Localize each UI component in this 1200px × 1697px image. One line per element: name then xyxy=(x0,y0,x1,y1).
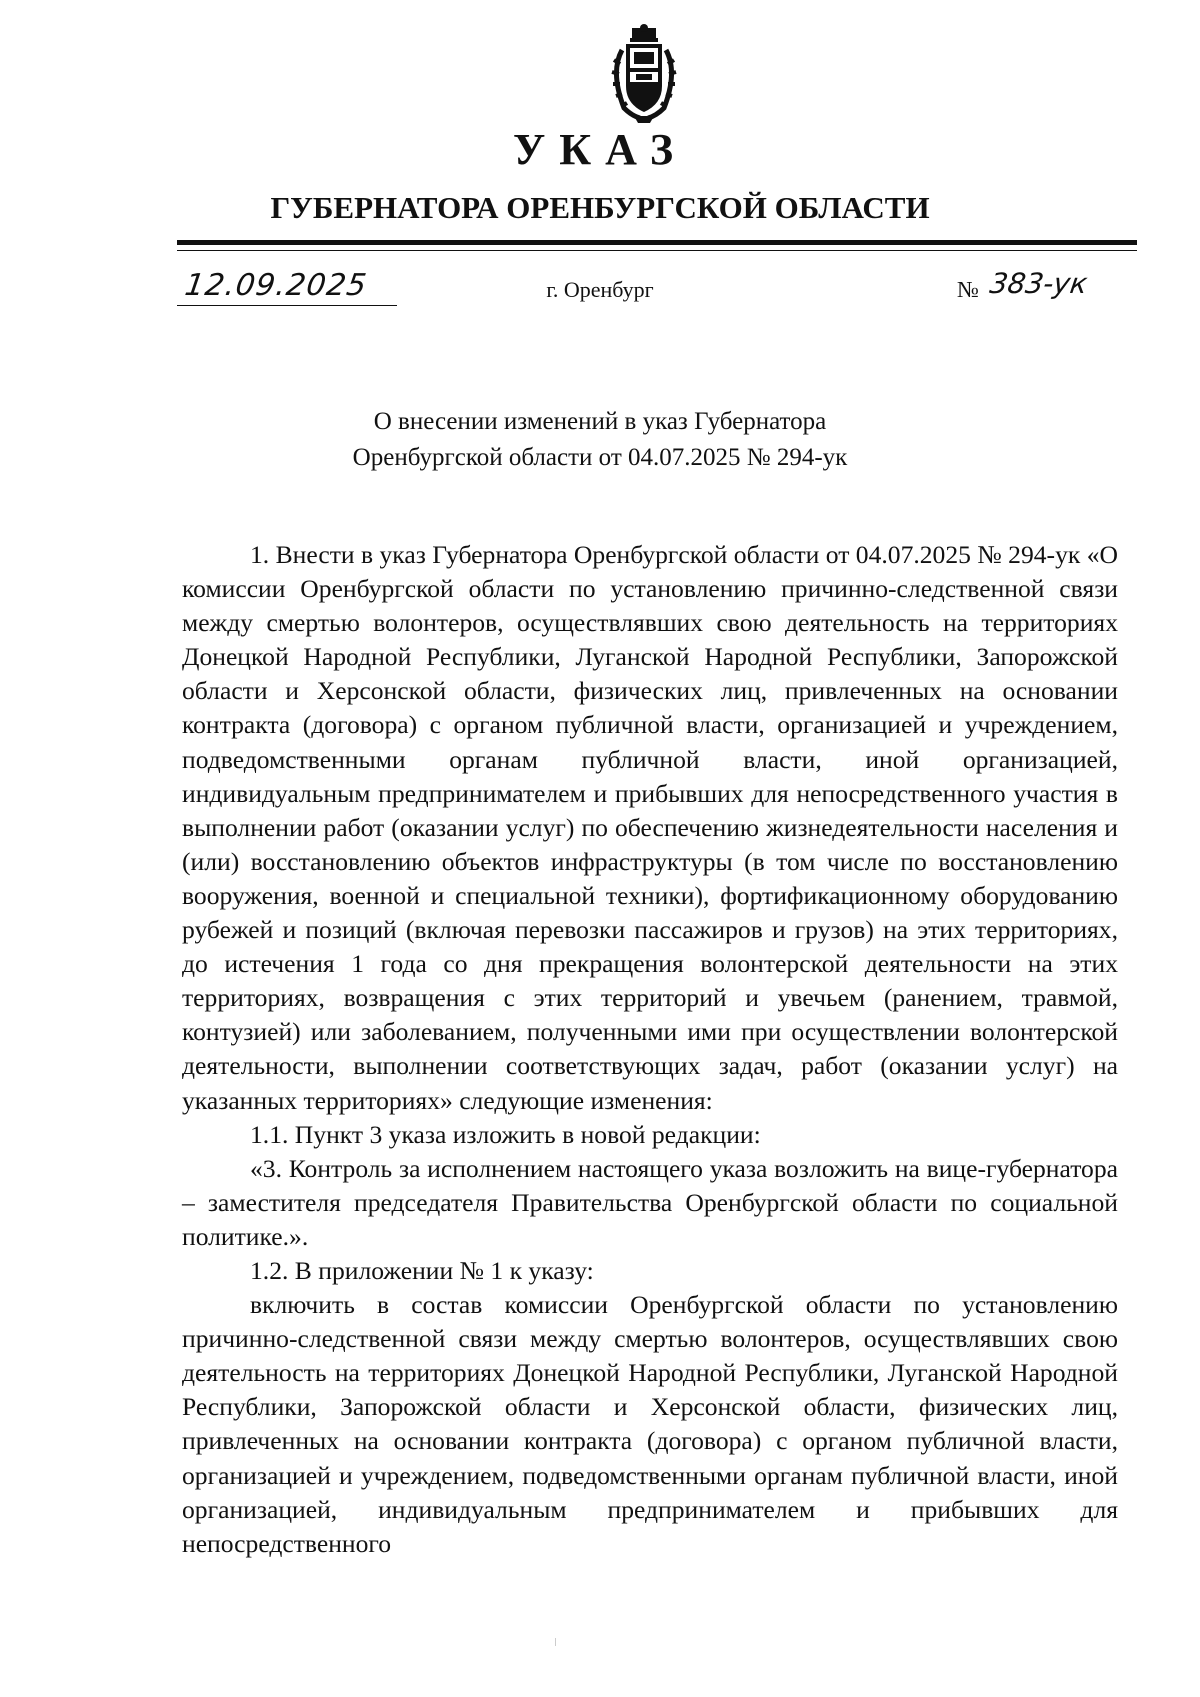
header-rule-thin xyxy=(177,250,1137,251)
number-sign: № xyxy=(957,277,979,302)
header-rule-thick xyxy=(177,240,1137,245)
decree-city: г. Оренбург xyxy=(546,277,654,302)
scan-artifact xyxy=(555,1638,556,1646)
issuing-authority: ГУБЕРНАТОРА ОРЕНБУРГСКОЙ ОБЛАСТИ xyxy=(270,190,930,225)
subject-line-2: Оренбургской области от 04.07.2025 № 294-ук xyxy=(352,444,848,471)
document-type-heading: УКАЗ xyxy=(512,125,688,174)
coat-of-arms-icon xyxy=(596,24,692,124)
paragraph-1: 1. Внести в указ Губернатора Оренбургской области от 04.07.2025 № 294-ук «О комиссии Оренбургской области по установлению причинно-следственной связи между смертью волонтеров, осуществлявших свою деятельность на территориях Донецкой Народной Республики, Луганской Народной Республики, Запорожской области и Херсонской области, физических лиц, привлеченных на основании контракта (договора) с органом публичной власти, организацией и учреждением, подведомственными органам публичной власти, иной организацией, индивидуальным предпринимателем и прибывших для непосредственного участия в выполнении работ (оказании услуг) по обеспечению жизнедеятельности населения и (или) восстановлению объектов инфраструктуры (в том числе по восстановлению вооружения, военной и специальной техники), фортификационному оборудованию рубежей и позиций (включая перевозки пассажиров и грузов) на этих территориях, до истечения 1 года со дня прекращения волонтерской деятельности на этих территориях, возвращения с этих территорий и увечьем (ранением, травмой, контузией) или заболеванием, полученными ими при осуществлении волонтерской деятельности, выполнении соответствующих задач, работ (оказании услуг) на указанных территориях» следующие изменения: xyxy=(182,540,1118,1115)
decree-subject xyxy=(0,404,1200,476)
paragraph-quote-3: «3. Контроль за исполнением настоящего указа возложить на вице-губернатора – заместителя председателя Правительства Оренбургской области по социальной политике.». xyxy=(182,1153,1118,1251)
paragraph-1-2: 1.2. В приложении № 1 к указу: xyxy=(250,1255,594,1285)
subject-line-1: О внесении изменений в указ Губернатора xyxy=(373,408,827,435)
decree-date: 12.09.2025 xyxy=(182,268,370,303)
paragraph-1-1: 1.1. Пункт 3 указа изложить в новой редакции: xyxy=(250,1119,761,1149)
paragraph-include: включить в состав комиссии Оренбургской области по установлению причинно-следственной связи между смертью волонтеров, осуществлявших свою деятельность на территориях Донецкой Народной Республики, Луганской Народной Республики, Запорожской области и Херсонской области, физических лиц, привлеченных на основании контракта (договора) с органом публичной власти, организацией и учреждением, подведомственными органам публичной власти, иной организацией, индивидуальным предпринимателем и прибывших для непосредственного xyxy=(182,1290,1118,1558)
decree-body xyxy=(182,538,1118,1561)
date-underline xyxy=(177,305,397,306)
decree-number: 383-ук xyxy=(987,267,1090,300)
